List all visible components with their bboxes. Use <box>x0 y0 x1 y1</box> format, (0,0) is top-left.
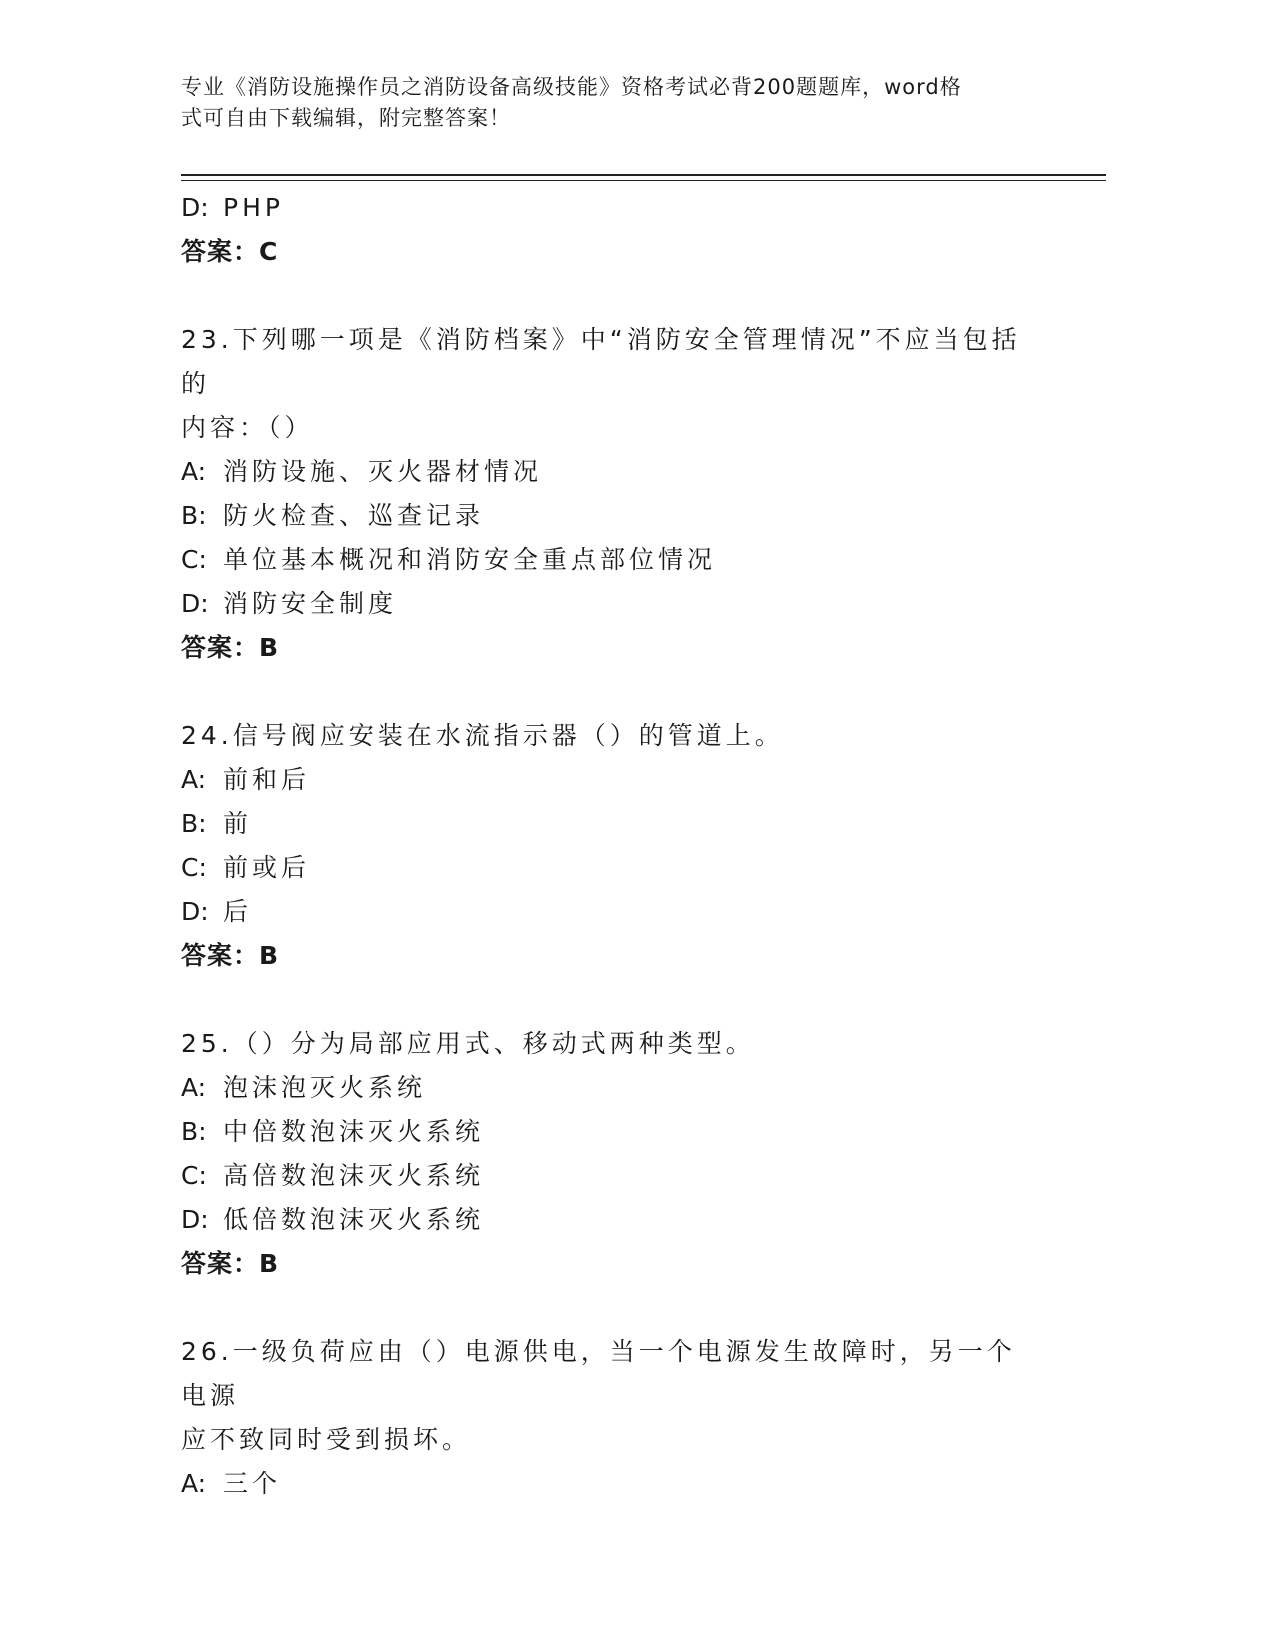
option-key: C: <box>181 545 207 574</box>
question-line: 24.信号阀应安装在水流指示器（）的管道上。 <box>181 721 784 750</box>
option-row <box>181 1066 1061 1110</box>
option-text: 前或后 <box>223 853 311 882</box>
option-row <box>181 494 1061 538</box>
option-key: A: <box>181 457 207 486</box>
option-key: B: <box>181 1117 207 1146</box>
option-text: 单位基本概况和消防安全重点部位情况 <box>223 545 717 574</box>
question-line: 25.（）分为局部应用式、移动式两种类型。 <box>181 1029 755 1058</box>
option-text: 后 <box>223 897 253 926</box>
option-text: 低倍数泡沫灭火系统 <box>223 1205 485 1234</box>
option-key: D: <box>181 1205 209 1234</box>
question-line: 内容：（） <box>181 413 314 442</box>
option-row <box>181 1198 1061 1242</box>
question-stem <box>181 1330 1041 1462</box>
question-line: 23.下列哪一项是《消防档案》中“消防安全管理情况”不应当包括的 <box>181 325 1021 398</box>
option-text: 防火检查、巡查记录 <box>223 501 485 530</box>
option-row <box>181 890 1061 934</box>
option-key: B: <box>181 809 207 838</box>
question-stem <box>181 318 1041 450</box>
question-line: 应不致同时受到损坏。 <box>181 1425 472 1454</box>
option-key: D: <box>181 589 209 618</box>
header-line-2: 式可自由下载编辑，附完整答案！ <box>181 106 511 130</box>
spacer <box>181 978 1061 1022</box>
option-key: A: <box>181 1073 207 1102</box>
option-text: 三个 <box>223 1469 282 1498</box>
option-row <box>181 846 1061 890</box>
option-text: 前和后 <box>223 765 311 794</box>
option-text: 泡沫泡灭火系统 <box>223 1073 427 1102</box>
question-line: 26.一级负荷应由（）电源供电，当一个电源发生故障时，另一个电源 <box>181 1337 1016 1410</box>
spacer <box>181 1286 1061 1330</box>
answer-line: 答案：B <box>181 1249 280 1278</box>
header-divider-thick <box>181 174 1106 176</box>
spacer <box>181 274 1061 318</box>
option-text: 前 <box>223 809 253 838</box>
option-row <box>181 582 1061 626</box>
document-header <box>181 72 1061 134</box>
answer-line: 答案：B <box>181 941 280 970</box>
option-row <box>181 186 1061 230</box>
spacer <box>181 670 1061 714</box>
option-row <box>181 802 1061 846</box>
answer-line: 答案：C <box>181 237 279 266</box>
question-stem <box>181 714 1041 758</box>
option-row <box>181 538 1061 582</box>
header-divider-thin <box>181 180 1106 181</box>
option-row <box>181 1154 1061 1198</box>
option-row <box>181 450 1061 494</box>
option-text: 消防设施、灭火器材情况 <box>223 457 543 486</box>
answer-line: 答案：B <box>181 633 280 662</box>
option-text: 中倍数泡沫灭火系统 <box>223 1117 485 1146</box>
option-text: 高倍数泡沫灭火系统 <box>223 1161 485 1190</box>
header-line-1: 专业《消防设施操作员之消防设备高级技能》资格考试必背200题题库，word格 <box>181 75 962 99</box>
option-key: A: <box>181 1469 207 1498</box>
option-key: C: <box>181 853 207 882</box>
option-key: D: <box>181 897 209 926</box>
option-key: C: <box>181 1161 207 1190</box>
option-key: D: <box>181 193 209 222</box>
option-row <box>181 1462 1061 1506</box>
question-list <box>181 186 1061 1506</box>
option-text: PHP <box>223 193 284 222</box>
option-row <box>181 758 1061 802</box>
option-key: B: <box>181 501 207 530</box>
question-stem <box>181 1022 1041 1066</box>
option-text: 消防安全制度 <box>223 589 398 618</box>
option-key: A: <box>181 765 207 794</box>
option-row <box>181 1110 1061 1154</box>
